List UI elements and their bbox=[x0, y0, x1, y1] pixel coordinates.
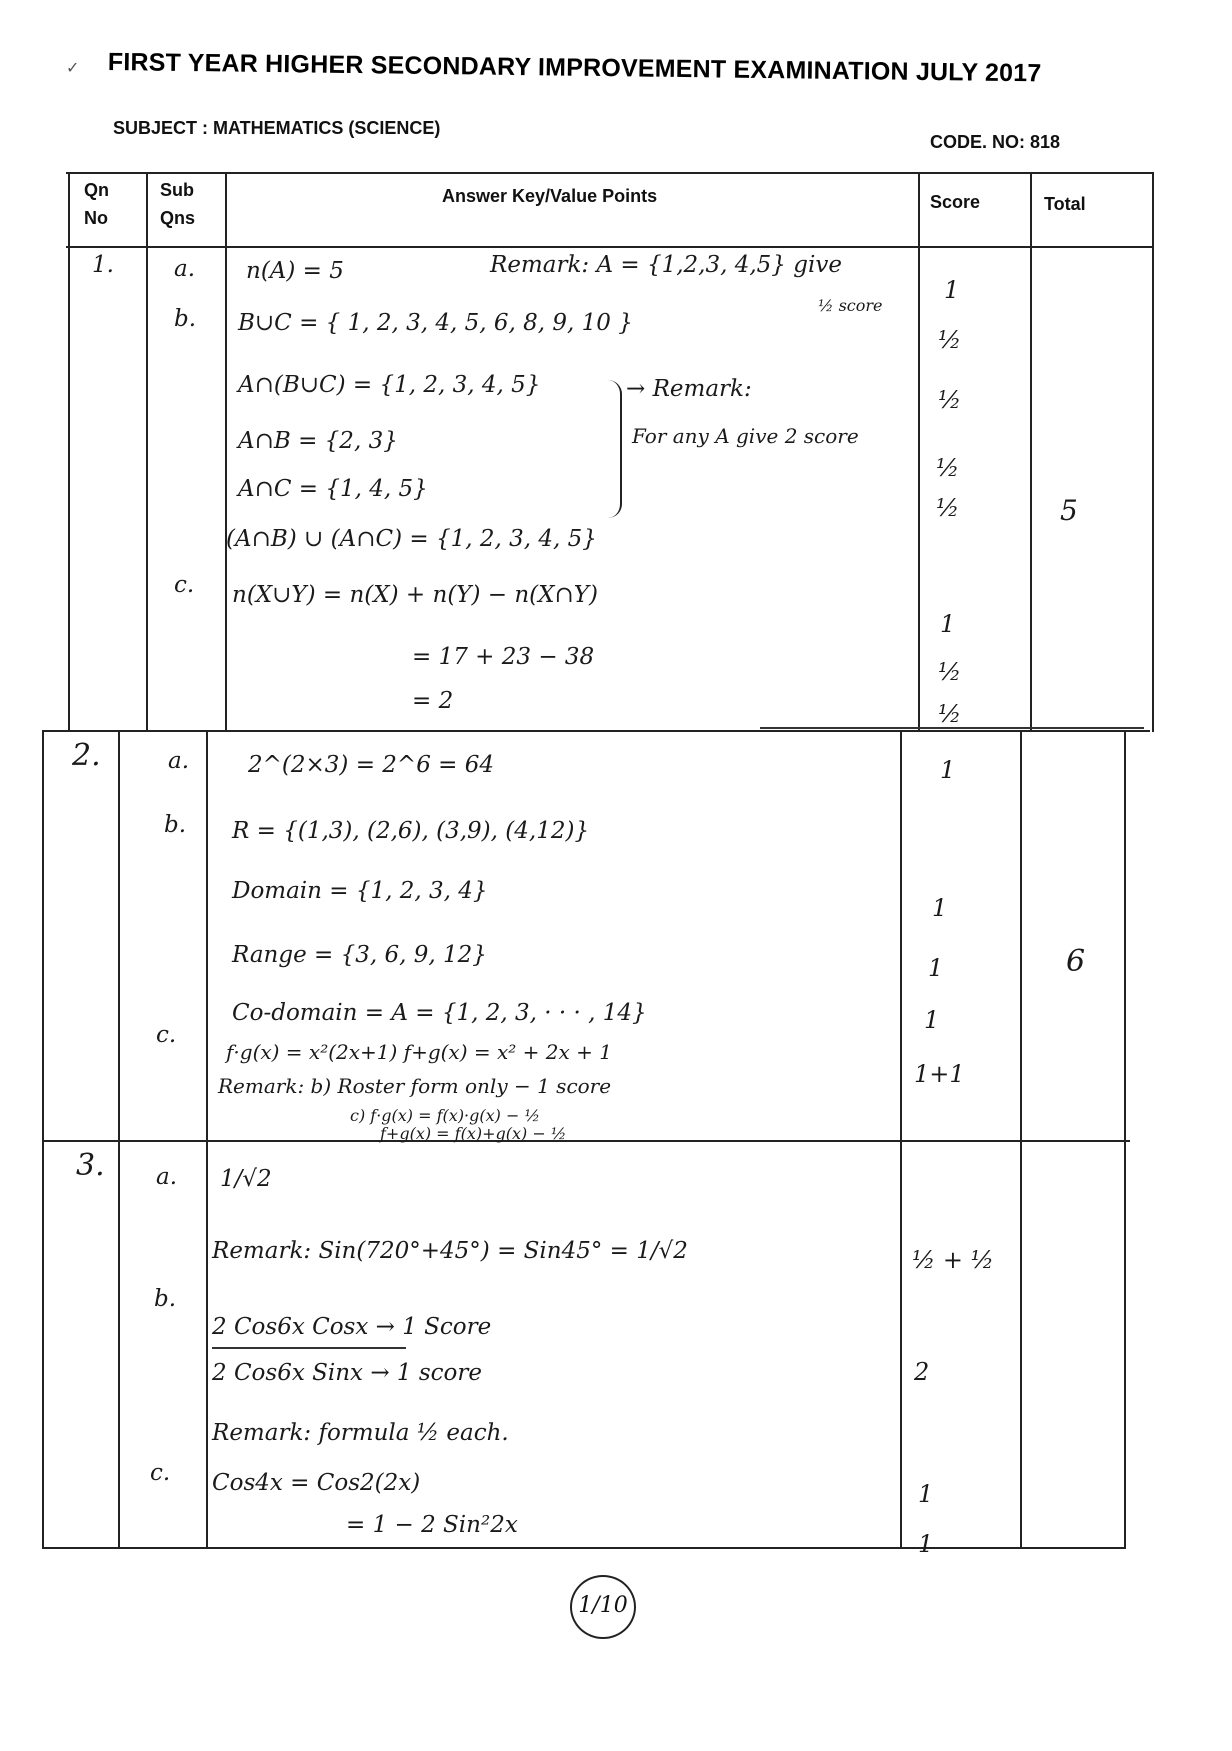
q1-score-c3: ½ bbox=[938, 700, 962, 728]
score-total-divider bbox=[1030, 172, 1032, 732]
q1-line-buc: B∪C = { 1, 2, 3, 4, 5, 6, 8, 9, 10 } bbox=[238, 310, 633, 336]
q2-line-functions: f·g(x) = x²(2x+1) f+g(x) = x² + 2x + 1 bbox=[226, 1040, 612, 1064]
q1-line-a-int-c: A∩C = {1, 4, 5} bbox=[238, 476, 428, 502]
code-number: CODE. NO: 818 bbox=[930, 132, 1061, 152]
q1-line-nxuy: n(X∪Y) = n(X) + n(Y) − n(X∩Y) bbox=[232, 582, 598, 608]
col-header-total: Total bbox=[1044, 194, 1086, 214]
q2-score-c: 1+1 bbox=[914, 1060, 965, 1088]
left-border-lower bbox=[42, 730, 44, 1549]
q3-number: 3. bbox=[76, 1148, 105, 1183]
q2-line-relation: R = {(1,3), (2,6), (3,9), (4,12)} bbox=[232, 818, 590, 844]
q2-remark-b: Remark: b) Roster form only − 1 score bbox=[218, 1074, 612, 1098]
q2-score-b1: 1 bbox=[932, 894, 948, 922]
scan-mark: ✓ bbox=[66, 58, 80, 77]
q2-line-range: Range = {3, 6, 9, 12} bbox=[232, 942, 487, 968]
q1-score-c2: ½ bbox=[938, 658, 962, 686]
q2-score-b2: 1 bbox=[928, 954, 944, 982]
q3-score-c2: 1 bbox=[918, 1530, 934, 1558]
q3-sub-c: c. bbox=[150, 1460, 171, 1486]
header-bottom-border bbox=[66, 246, 1154, 248]
answer-score-divider bbox=[918, 172, 920, 732]
q2-number: 2. bbox=[72, 738, 101, 773]
q3-line-numerator: 2 Cos6x Cosx → 1 Score bbox=[212, 1314, 492, 1340]
q3-remark-a: Remark: Sin(720°+45°) = Sin45° = 1/√2 bbox=[212, 1238, 688, 1264]
q3-score-c1: 1 bbox=[918, 1480, 934, 1508]
subject-label: SUBJECT : MATHEMATICS (SCIENCE) bbox=[113, 118, 441, 138]
q1-score-b1: ½ bbox=[938, 326, 962, 354]
q2-remark-c1: c) f·g(x) = f(x)·g(x) − ½ bbox=[350, 1106, 540, 1125]
q1-remark-b-text: For any A give 2 score bbox=[632, 424, 859, 448]
q3-sub-b: b. bbox=[154, 1286, 177, 1312]
q3-line-answer: 1/√2 bbox=[220, 1166, 272, 1192]
sub-answer-divider bbox=[225, 172, 227, 732]
q1-line-a-int-b: A∩B = {2, 3} bbox=[238, 428, 398, 454]
col-header-qn bbox=[84, 176, 109, 232]
q3-line-denominator: 2 Cos6x Sinx → 1 score bbox=[212, 1360, 482, 1386]
col-header-sub bbox=[160, 176, 195, 232]
q1-remark-b: → Remark: bbox=[626, 376, 752, 402]
q2-sub-b: b. bbox=[164, 812, 187, 838]
q1-sub-c: c. bbox=[174, 572, 195, 598]
q1-line-na: n(A) = 5 bbox=[246, 258, 344, 284]
q3-line-result: = 1 − 2 Sin²2x bbox=[346, 1512, 518, 1538]
q2-line-codomain: Co-domain = A = {1, 2, 3, · · · , 14} bbox=[232, 1000, 647, 1026]
table-top-border bbox=[66, 172, 1154, 174]
q1-score-a: 1 bbox=[944, 276, 960, 304]
page-number-stamp: 1/10 bbox=[570, 1575, 636, 1639]
col-header-sub-line1: Sub bbox=[160, 180, 194, 200]
q1-score-b3: ½ bbox=[936, 454, 960, 482]
q1-line-result: = 2 bbox=[412, 688, 454, 714]
q3-remark-b: Remark: formula ½ each. bbox=[212, 1420, 509, 1446]
q1-bottom-border bbox=[44, 730, 1150, 732]
qn-sub-divider bbox=[146, 172, 148, 732]
right-border-lower bbox=[1124, 730, 1126, 1549]
col-header-qn-line2: No bbox=[84, 208, 108, 228]
exam-title: FIRST YEAR HIGHER SECONDARY IMPROVEMENT EXAMINATION JULY 2017 bbox=[107, 48, 1042, 88]
q1-sub-b: b. bbox=[174, 306, 197, 332]
answer-score-divider-lower bbox=[900, 730, 902, 1549]
q3-line-cos4x: Cos4x = Cos2(2x) bbox=[212, 1470, 421, 1496]
q3-fraction-bar bbox=[212, 1347, 406, 1349]
q3-sub-a: a. bbox=[156, 1164, 178, 1190]
col-header-answer: Answer Key/Value Points bbox=[442, 186, 658, 206]
q1-score-b4: ½ bbox=[936, 494, 960, 522]
q1-number: 1. bbox=[92, 252, 114, 278]
q3-score-a: ½ + ½ bbox=[912, 1246, 994, 1274]
q1-line-a-int-buc: A∩(B∪C) = {1, 2, 3, 4, 5} bbox=[238, 372, 541, 398]
q2-sub-c: c. bbox=[156, 1022, 177, 1048]
q1-line-sum: = 17 + 23 − 38 bbox=[412, 644, 595, 670]
q1-remark-brace bbox=[596, 380, 622, 518]
col-header-qn-line1: Qn bbox=[84, 180, 109, 200]
q2-sub-a: a. bbox=[168, 748, 190, 774]
q3-score-b: 2 bbox=[914, 1358, 930, 1386]
col-header-sub-line2: Qns bbox=[160, 208, 196, 228]
q1-score-b2: ½ bbox=[938, 386, 962, 414]
q2-score-a: 1 bbox=[940, 756, 956, 784]
q2-line-domain: Domain = {1, 2, 3, 4} bbox=[232, 878, 488, 904]
score-total-divider-lower bbox=[1020, 730, 1022, 1549]
right-border bbox=[1152, 172, 1154, 732]
left-border bbox=[68, 172, 70, 732]
q2-total: 6 bbox=[1066, 944, 1086, 979]
q1-line-union: (A∩B) ∪ (A∩C) = {1, 2, 3, 4, 5} bbox=[226, 526, 597, 552]
q1-total: 5 bbox=[1060, 494, 1078, 527]
table-bottom-border bbox=[42, 1547, 1126, 1549]
sub-answer-divider-lower bbox=[206, 730, 208, 1549]
q1-score-c1: 1 bbox=[940, 610, 956, 638]
q2-line-power: 2^(2×3) = 2^6 = 64 bbox=[248, 752, 494, 778]
q1-remark-a: Remark: A = {1,2,3, 4,5} give bbox=[490, 252, 842, 278]
q2-remark-c2: f+g(x) = f(x)+g(x) − ½ bbox=[380, 1124, 567, 1143]
q1-remark-a-half-score: ½ score bbox=[818, 296, 883, 315]
col-header-score: Score bbox=[930, 192, 981, 212]
q1-sub-a: a. bbox=[174, 256, 196, 282]
q2-score-b3: 1 bbox=[924, 1006, 940, 1034]
qn-sub-divider-lower bbox=[118, 730, 120, 1549]
